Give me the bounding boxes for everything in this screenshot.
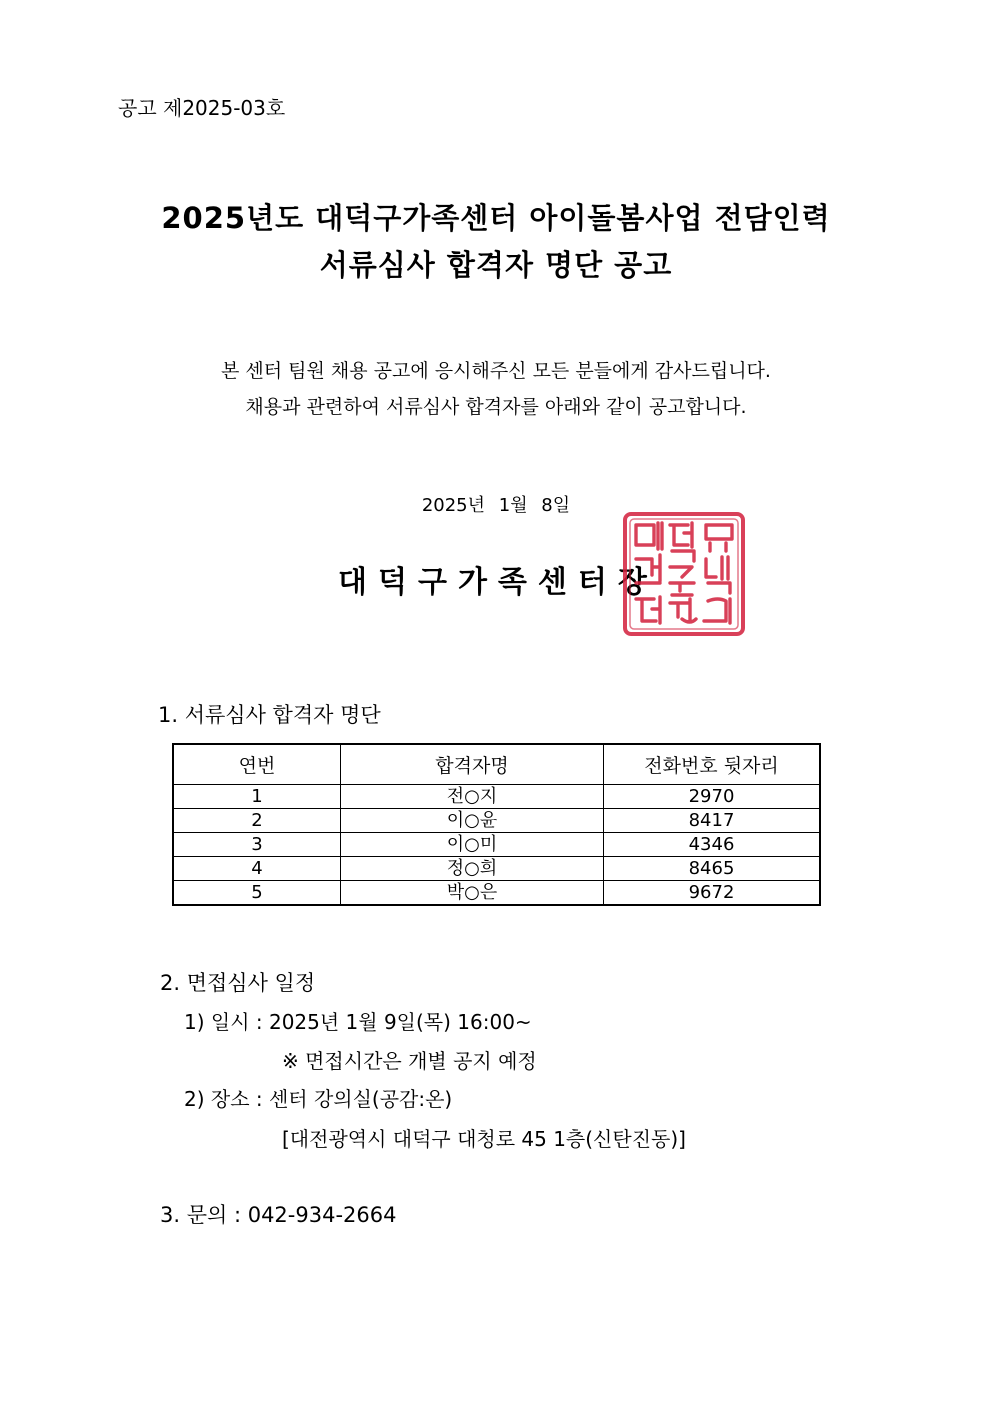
document-title-line2: 서류심사 합격자 명단 공고 <box>319 248 673 282</box>
table-row <box>173 785 820 809</box>
announcement-date: 2025년 1월 8일 <box>421 495 571 516</box>
section2-heading: 2. 면접심사 일정 <box>160 971 316 995</box>
passed-candidates-table <box>172 743 821 906</box>
phone-last-digits: 8465 <box>604 857 821 881</box>
column-header-number: 연번 <box>173 744 341 785</box>
interview-time-note: ※ 면접시간은 개별 공지 예정 <box>282 1049 537 1073</box>
table-row <box>173 809 820 833</box>
interview-address: [대전광역시 대덕구 대청로 45 1층(신탄진동)] <box>282 1127 686 1151</box>
row-number: 5 <box>173 881 341 906</box>
contact-info: 3. 문의 : 042-934-2664 <box>160 1203 397 1227</box>
column-header-name: 합격자명 <box>341 744 604 785</box>
candidate-name: 이○미 <box>341 833 604 857</box>
row-number: 3 <box>173 833 341 857</box>
row-number: 2 <box>173 809 341 833</box>
row-number: 1 <box>173 785 341 809</box>
intro-text-line2: 채용과 관련하여 서류심사 합격자를 아래와 같이 공고합니다. <box>245 396 747 418</box>
phone-last-digits: 4346 <box>604 833 821 857</box>
candidate-name: 전○지 <box>341 785 604 809</box>
interview-datetime: 1) 일시 : 2025년 1월 9일(목) 16:00~ <box>184 1010 532 1034</box>
candidate-name: 정○희 <box>341 857 604 881</box>
table-row <box>173 833 820 857</box>
official-seal-stamp <box>622 511 746 637</box>
candidate-name: 박○은 <box>341 881 604 906</box>
organization-signature: 대덕구가족센터장 <box>338 565 658 600</box>
table-header-row <box>173 744 820 785</box>
phone-last-digits: 9672 <box>604 881 821 906</box>
table-row <box>173 881 820 906</box>
candidate-name: 이○윤 <box>341 809 604 833</box>
table-row <box>173 857 820 881</box>
notice-number: 공고 제2025-03호 <box>118 96 286 120</box>
phone-last-digits: 8417 <box>604 809 821 833</box>
document-title-line1: 2025년도 대덕구가족센터 아이돌봄사업 전담인력 <box>161 201 831 235</box>
row-number: 4 <box>173 857 341 881</box>
phone-last-digits: 2970 <box>604 785 821 809</box>
intro-text-line1: 본 센터 팀원 채용 공고에 응시해주신 모든 분들에게 감사드립니다. <box>221 360 771 382</box>
section1-heading: 1. 서류심사 합격자 명단 <box>158 703 381 727</box>
interview-location: 2) 장소 : 센터 강의실(공감:온) <box>184 1087 453 1111</box>
column-header-phone: 전화번호 뒷자리 <box>604 744 821 785</box>
